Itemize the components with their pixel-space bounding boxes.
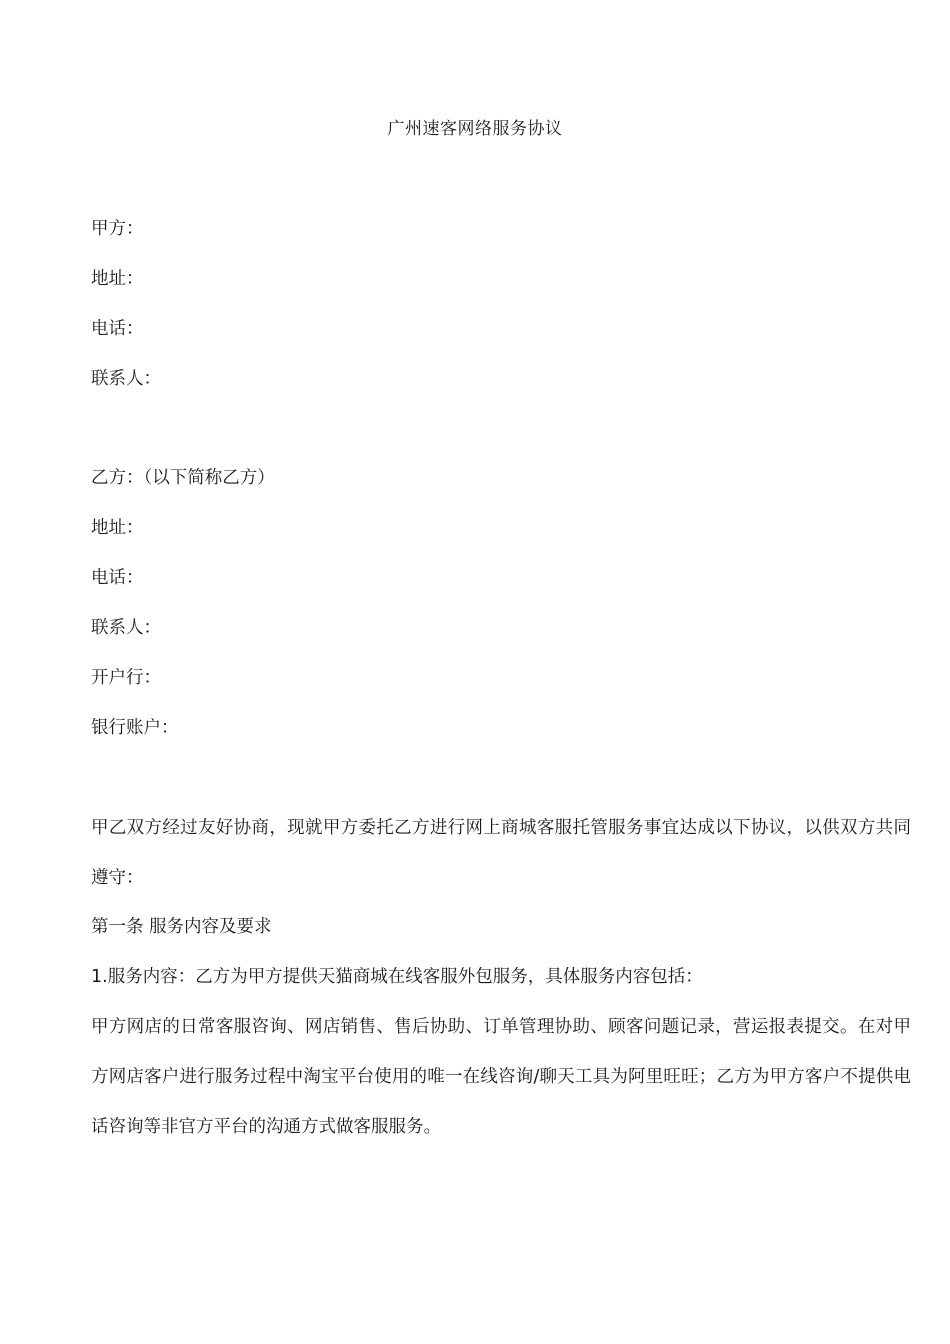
party-b-label: 乙方：（以下简称乙方） <box>91 468 275 488</box>
party-a-phone-label: 电话： <box>91 319 144 339</box>
service-content-item: 1.服务内容：乙方为甲方提供天猫商城在线客服外包服务，具体服务内容包括： <box>91 967 703 987</box>
party-b-account-label: 银行账户： <box>91 718 179 738</box>
party-b-address-label: 地址： <box>91 518 144 538</box>
party-a-label: 甲方： <box>91 219 144 239</box>
party-b-phone-label: 电话： <box>91 568 144 588</box>
article-1-heading: 第一条 服务内容及要求 <box>91 917 272 937</box>
party-b-contact-label: 联系人： <box>91 618 161 638</box>
intro-paragraph: 甲乙双方经过友好协商，现就甲方委托乙方进行网上商城客服托管服务事宜达成以下协议，以供双方共同遵守： <box>91 818 911 888</box>
service-detail-paragraph: 甲方网店的日常客服咨询、网店销售、售后协助、订单管理协助、顾客问题记录，营运报表提交。在对甲方网店客户进行服务过程中淘宝平台使用的唯一在线咨询/聊天工具为阿里旺旺；乙方为甲方客户不提供电话咨询等非官方平台的沟通方式做客服服务。 <box>91 1017 911 1137</box>
party-b-bank-label: 开户行： <box>91 668 161 688</box>
document-title: 广州速客网络服务协议 <box>387 119 563 139</box>
party-a-address-label: 地址： <box>91 269 144 289</box>
party-a-contact-label: 联系人： <box>91 369 161 389</box>
